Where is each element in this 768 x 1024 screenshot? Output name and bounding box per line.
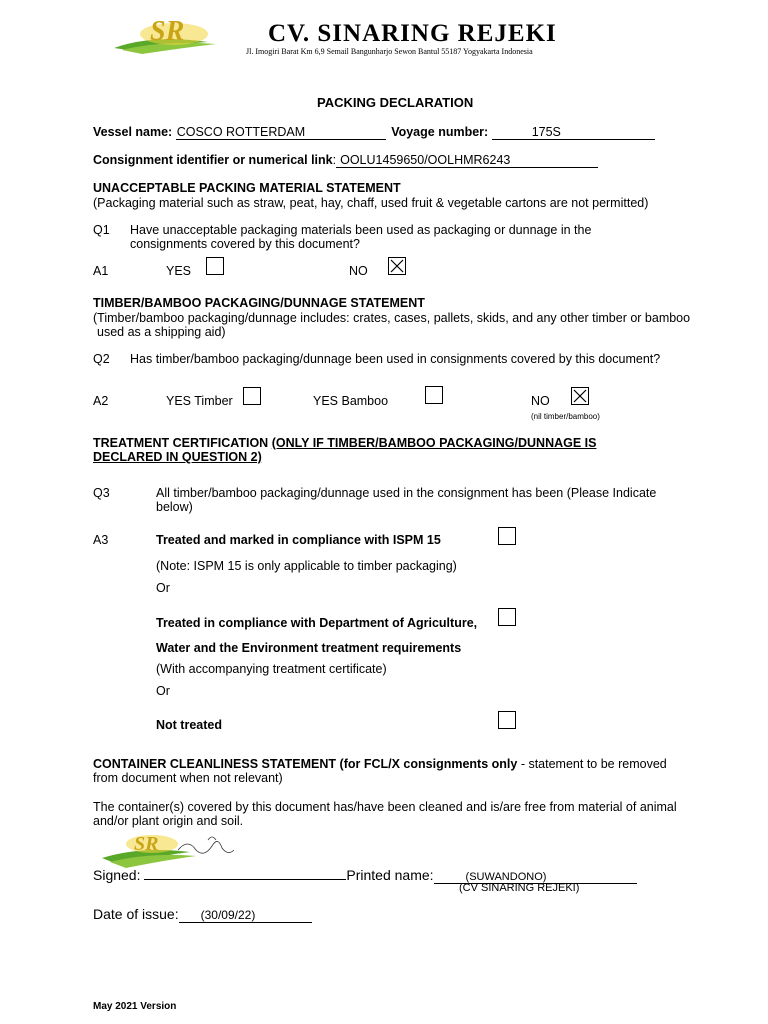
a1-number: A1 <box>93 264 109 278</box>
section1-heading: UNACCEPTABLE PACKING MATERIAL STATEMENT <box>93 181 401 195</box>
section4-heading <box>93 757 667 771</box>
section3-heading-condition-line1: (ONLY IF TIMBER/BAMBOO PACKAGING/DUNNAGE IS <box>271 436 597 450</box>
a3-number: A3 <box>93 533 109 547</box>
a2-no-label: NO <box>531 394 550 408</box>
svg-text:SR: SR <box>134 833 159 855</box>
section3-heading <box>93 436 596 450</box>
consignment-row: Consignment identifier or numerical link: OOLU1459650/OOLHMR6243 <box>93 153 598 168</box>
voyage-number-value: 175S <box>531 125 561 139</box>
a2-yes-bamboo-label: YES Bamboo <box>313 394 389 408</box>
section2-note-line2: used as a shipping aid) <box>97 325 226 339</box>
a1-no-checkbox[interactable] <box>388 257 406 275</box>
voyage-number-field[interactable] <box>492 125 655 140</box>
a1-yes-checkbox[interactable] <box>206 257 224 275</box>
section3-heading-main: TREATMENT CERTIFICATION <box>93 436 269 450</box>
a2-yes-bamboo-checkbox[interactable] <box>425 386 443 404</box>
signed-label: Signed: <box>93 867 141 883</box>
a2-no-note: (nil timber/bamboo) <box>531 412 600 421</box>
or-separator-2: Or <box>156 684 170 698</box>
consignment-label: Consignment identifier or numerical link <box>93 153 333 167</box>
a3-option-ispm15: Treated and marked in compliance with ISPM 15 <box>156 533 441 547</box>
section4-paren: ( <box>339 757 344 771</box>
section4-removal-note: - statement to be removed <box>517 757 667 771</box>
a3-daff-checkbox[interactable] <box>498 608 516 626</box>
q3-text-line2: below) <box>156 500 193 514</box>
q1-number: Q1 <box>93 223 110 237</box>
section1-note: (Packaging material such as straw, peat, hay, chaff, used fruit & vegetable cartons are not permitted) <box>93 196 649 210</box>
date-of-issue-value: (30/09/22) <box>200 908 256 922</box>
printed-name-value: (SUWANDONO) <box>465 871 547 883</box>
q3-number: Q3 <box>93 486 110 500</box>
checked-x-icon <box>389 258 405 274</box>
company-address: Jl. Imogiri Barat Km 6,9 Semail Bangunharjo Sewon Bantul 55187 Yogyakarta Indonesia <box>246 47 533 56</box>
consignment-field[interactable] <box>336 153 598 168</box>
date-row <box>93 906 312 923</box>
section2-heading: TIMBER/BAMBOO PACKAGING/DUNNAGE STATEMENT <box>93 296 425 310</box>
section4-body-line1: The container(s) covered by this document has/have been cleaned and is/are free from material of animal <box>93 800 677 814</box>
a2-no-checkbox[interactable] <box>571 387 589 405</box>
vessel-name-value: COSCO ROTTERDAM <box>176 125 306 139</box>
a3-daff-note: (With accompanying treatment certificate) <box>156 662 387 676</box>
a3-option-daff-line2: Water and the Environment treatment requirements <box>156 641 462 655</box>
section4-heading-main: CONTAINER CLEANLINESS STATEMENT <box>93 757 337 771</box>
date-of-issue-field[interactable] <box>179 908 312 923</box>
q2-number: Q2 <box>93 352 110 366</box>
date-of-issue-label: Date of issue: <box>93 906 179 922</box>
vessel-row <box>93 125 655 140</box>
a2-number: A2 <box>93 394 109 408</box>
q1-text-line2: consignments covered by this document? <box>130 237 360 251</box>
logo-text: SR <box>150 16 185 47</box>
section4-removal-note-line2: from document when not relevant) <box>93 771 283 785</box>
a3-not-treated-checkbox[interactable] <box>498 711 516 729</box>
checked-x-icon <box>572 388 588 404</box>
a3-ispm15-note: (Note: ISPM 15 is only applicable to timber packaging) <box>156 559 457 573</box>
a2-yes-timber-checkbox[interactable] <box>243 387 261 405</box>
section3-heading-condition-line2: DECLARED IN QUESTION 2) <box>93 450 262 464</box>
footer-version: May 2021 Version <box>93 1001 177 1012</box>
signature-field[interactable] <box>144 879 346 880</box>
signature-stamp-logo <box>100 828 250 872</box>
q1-text-line1: Have unacceptable packaging materials been used as packaging or dunnage in the <box>130 223 592 237</box>
or-separator-1: Or <box>156 581 170 595</box>
vessel-label: Vessel name: <box>93 125 173 139</box>
q2-text: Has timber/bamboo packaging/dunnage been used in consignments covered by this document? <box>130 352 661 366</box>
page-title: PACKING DECLARATION <box>317 95 474 110</box>
a1-yes-label: YES <box>166 264 192 278</box>
printed-name-label: Printed name: <box>346 867 434 883</box>
section2-note-line1: (Timber/bamboo packaging/dunnage includes: crates, cases, pallets, skids, and any other timber or bamboo <box>93 311 691 325</box>
section4-body-line2: and/or plant origin and soil. <box>93 814 244 828</box>
a1-no-label: NO <box>349 264 368 278</box>
printed-name-company: (CV SINARING REJEKI) <box>459 882 580 894</box>
company-name: CV. SINARING REJEKI <box>268 20 557 47</box>
section4-scope: for FCL/X consignments only <box>343 757 518 771</box>
a3-option-not-treated: Not treated <box>156 718 222 732</box>
a3-ispm15-checkbox[interactable] <box>498 527 516 545</box>
a2-yes-timber-label: YES Timber <box>166 394 233 408</box>
a3-option-daff-line1: Treated in compliance with Department of Agriculture, <box>156 616 478 630</box>
vessel-name-field[interactable] <box>176 125 386 140</box>
q3-text-line1: All timber/bamboo packaging/dunnage used in the consignment has been (Please Indicate <box>156 486 657 500</box>
consignment-value: OOLU1459650/OOLHMR6243 <box>340 153 511 167</box>
voyage-label: Voyage number: <box>391 125 489 139</box>
